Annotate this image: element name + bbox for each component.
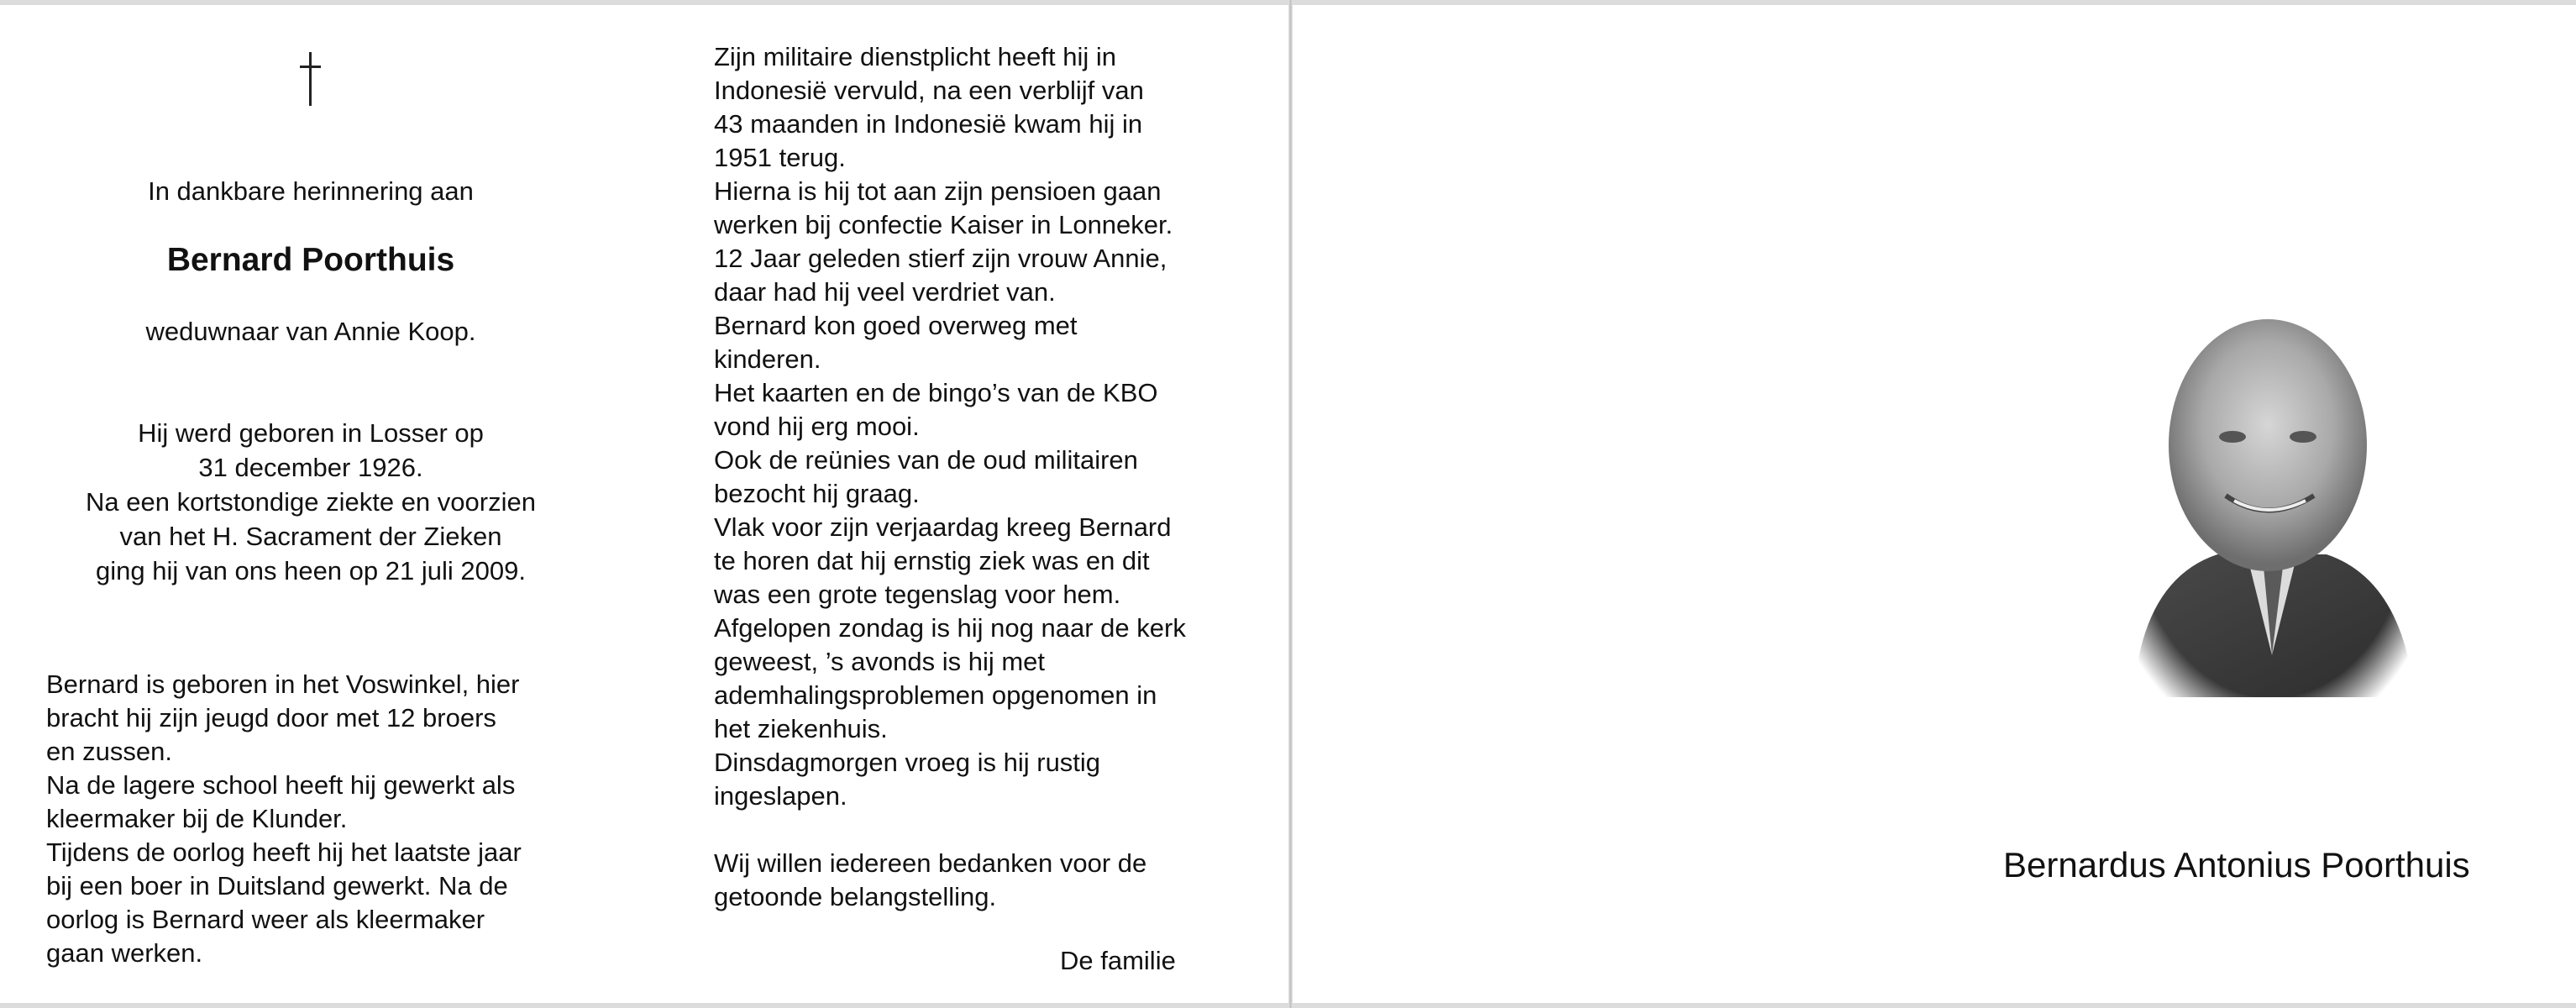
thanks-line: getoonde belangstelling. — [714, 882, 997, 911]
bio-line: en zussen. — [46, 737, 172, 766]
card-fold — [1288, 0, 1293, 1008]
spouse-text: weduwnaar van Annie Koop. — [145, 317, 476, 346]
birth-death-line: van het H. Sacrament der Zieken — [119, 522, 502, 551]
bio-line: vond hij erg mooi. — [714, 412, 920, 441]
bio-line: bezocht hij graag. — [714, 479, 920, 508]
bio-line: het ziekenhuis. — [714, 714, 888, 743]
bio-line: Vlak voor zijn verjaardag kreeg Bernard — [714, 512, 1172, 542]
family-signature: De familie — [1060, 946, 1176, 975]
biography-right — [714, 40, 1268, 914]
birth-death-line: Na een kortstondige ziekte en voorzien — [86, 487, 536, 517]
bio-line: ademhalingsproblemen opgenomen in — [714, 680, 1157, 710]
bio-line: 43 maanden in Indonesië kwam hij in — [714, 109, 1143, 139]
bio-line: Afgelopen zondag is hij nog naar de kerk — [714, 613, 1186, 643]
bio-line: werken bij confectie Kaiser in Lonneker. — [714, 210, 1173, 239]
bio-line: bij een boer in Duitsland gewerkt. Na de — [46, 871, 508, 900]
portrait-photo — [2125, 302, 2419, 706]
birth-death-line: 31 december 1926. — [198, 453, 423, 482]
birth-death-text — [34, 416, 588, 588]
bio-line: gaan werken. — [46, 938, 203, 968]
cross-icon — [290, 52, 332, 111]
bio-line: kleermaker bij de Klunder. — [46, 804, 348, 833]
bio-line: geweest, ’s avonds is hij met — [714, 647, 1046, 676]
bio-line: was een grote tegenslag voor hem. — [714, 580, 1121, 609]
bio-line: Het kaarten en de bingo’s van de KBO — [714, 378, 1158, 407]
bio-line: Indonesië vervuld, na een verblijf van — [714, 76, 1144, 105]
bio-line: bracht hij zijn jeugd door met 12 broers — [46, 703, 496, 732]
bio-line: 1951 terug. — [714, 143, 846, 172]
bio-line: kinderen. — [714, 344, 821, 374]
birth-death-line: ging hij van ons heen op 21 juli 2009. — [96, 556, 526, 585]
bio-line: Dinsdagmorgen vroeg is hij rustig — [714, 748, 1101, 777]
intro-text: In dankbare herinnering aan — [148, 176, 474, 206]
bio-line: Bernard kon goed overweg met — [714, 311, 1078, 340]
bio-line: Bernard is geboren in het Voswinkel, hier — [46, 669, 520, 699]
bio-line: Na de lagere school heeft hij gewerkt als — [46, 770, 516, 800]
bio-line: daar had hij veel verdriet van. — [714, 277, 1056, 307]
birth-death-line: Hij werd geboren in Losser op — [138, 418, 484, 448]
deceased-name: Bernard Poorthuis — [166, 242, 455, 278]
bio-line: te horen dat hij ernstig ziek was en dit — [714, 546, 1150, 575]
photo-caption: Bernardus Antonius Poorthuis — [2003, 845, 2470, 885]
bio-line: Zijn militaire dienstplicht heeft hij in — [714, 42, 1116, 71]
bio-line: oorlog is Bernard weer als kleermaker — [46, 905, 485, 934]
bio-line: Hierna is hij tot aan zijn pensioen gaan — [714, 176, 1162, 206]
bio-line: ingeslapen. — [714, 781, 847, 811]
bio-line: 12 Jaar geleden stierf zijn vrouw Annie, — [714, 244, 1167, 273]
biography-left — [46, 668, 617, 970]
bio-line: Tijdens de oorlog heeft hij het laatste jaar — [46, 837, 522, 867]
bio-line: Ook de reünies van de oud militairen — [714, 445, 1138, 475]
thanks-line: Wij willen iedereen bedanken voor de — [714, 848, 1147, 878]
